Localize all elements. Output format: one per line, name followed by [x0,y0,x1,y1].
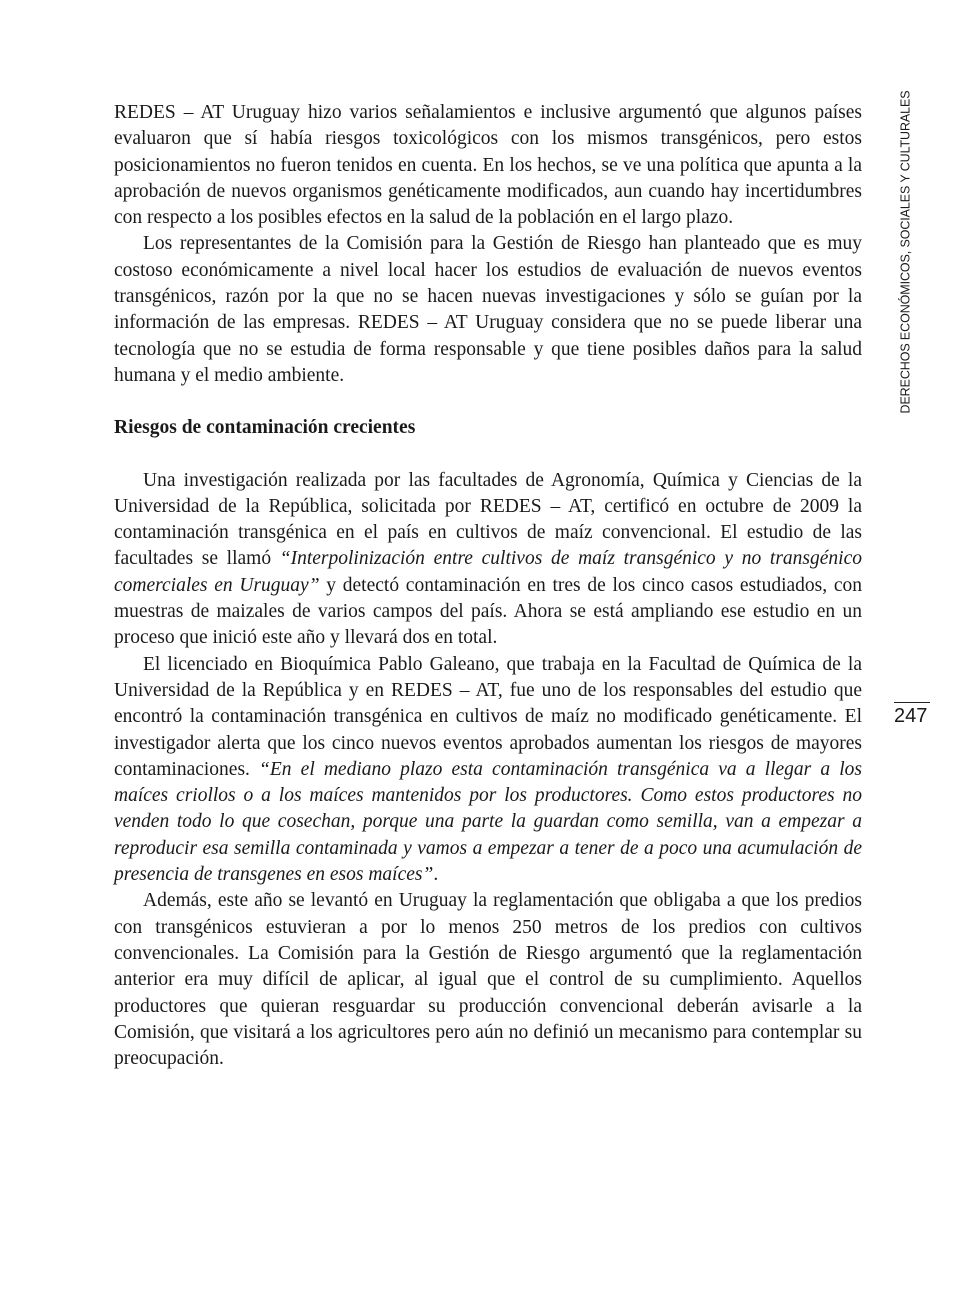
paragraph-4-text-a: El licenciado en Bioquímica Pablo Galeano, que trabaja en la Facultad de Química de la Universidad de la República y en REDES – AT, fue uno de los responsables del estudio que encontró la contaminación transgénica en cultivos de maíz no modificado genéticamente. El investigador alerta que los cinco nuevos eventos aprobados aumentan los riesgos de mayores contaminaciones. [114,653,862,780]
page-number: 247 [894,705,928,727]
quote-italic: “En el mediano plazo esta contaminación transgénica va a llegar a los maíces criollos o a los maíces mantenidos por los productores. Como estos productores no venden todo lo que cosechan, porque una parte la guardan como semilla, van a empezar a reproducir esa semilla contaminada y vamos a empezar a tener de a poco una acumulación de presencia de transgenes en esos maíces” [114,758,862,886]
paragraph-4 [114,652,862,889]
section-heading: Riesgos de contaminación crecientes [114,417,416,439]
paragraph-2: Los representantes de la Comisión para la Gestión de Riesgo han planteado que es muy costoso económicamente a nivel local hacer los estudios de evaluación de nuevos eventos transgénicos, razón por la que no se hacen nuevas investigaciones y sólo se guían por la información de las empresas. REDES – AT Uruguay considera que no se puede liberar una tecnología que no se estudia de forma responsable y que tiene posibles daños para la salud humana y el medio ambiente. [114,233,862,386]
page-number-rule [894,702,930,703]
paragraph-3-text-b: y detectó contaminación en tres de los cinco casos estudiados, con muestras de maizales de varios campos del país. Ahora se está ampliando ese estudio en un proceso que inició este año y llevará dos en total. [114,574,862,649]
paragraph-1: REDES – AT Uruguay hizo varios señalamientos e inclusive argumentó que algunos países evaluaron que sí había riesgos toxicológicos con los mismos transgénicos, pero estos posicionamientos no fueron tenidos en cuenta. En los hechos, se ve una política que apunta a la aprobación de nuevos organismos genéticamente modificados, aun cuando hay incertidumbres con respecto a los posibles efectos en la salud de la población en el largo plazo. [114,102,862,229]
paragraph-3 [114,468,862,652]
running-side-label [893,90,917,414]
side-label-text: DERECHOS ECONÓMICOS, SOCIALES Y CULTURALES [898,90,912,414]
paragraph-4-end: . [433,864,439,886]
paragraph-3-text-a: Una investigación realizada por las facultades de Agronomía, Química y Ciencias de la Universidad de la República, solicitada por REDES – AT, certificó en octubre de 2009 la contaminación transgénica en el país en cultivos de maíz convencional. El estudio de las facultades se llamó [114,469,862,570]
body-text [114,100,862,1072]
paragraph-5: Además, este año se levantó en Uruguay la reglamentación que obligaba a que los predios con transgénicos estuvieran a por lo menos 250 metros de los predios con cultivos convencionales. La Comisión para la Gestión de Riesgo argumentó que la reglamentación anterior era muy difícil de aplicar, al igual que el control de su cumplimiento. Aquellos productores que quieran resguardar su producción convencional deberán avisarle a la Comisión, que visitará a los agricultores pero aún no definió un mecanismo para contemplar su preocupación. [114,890,862,1070]
study-title-italic: “Interpolinización entre cultivos de maíz transgénico y no transgénico comerciales en Uruguay” [114,548,862,596]
